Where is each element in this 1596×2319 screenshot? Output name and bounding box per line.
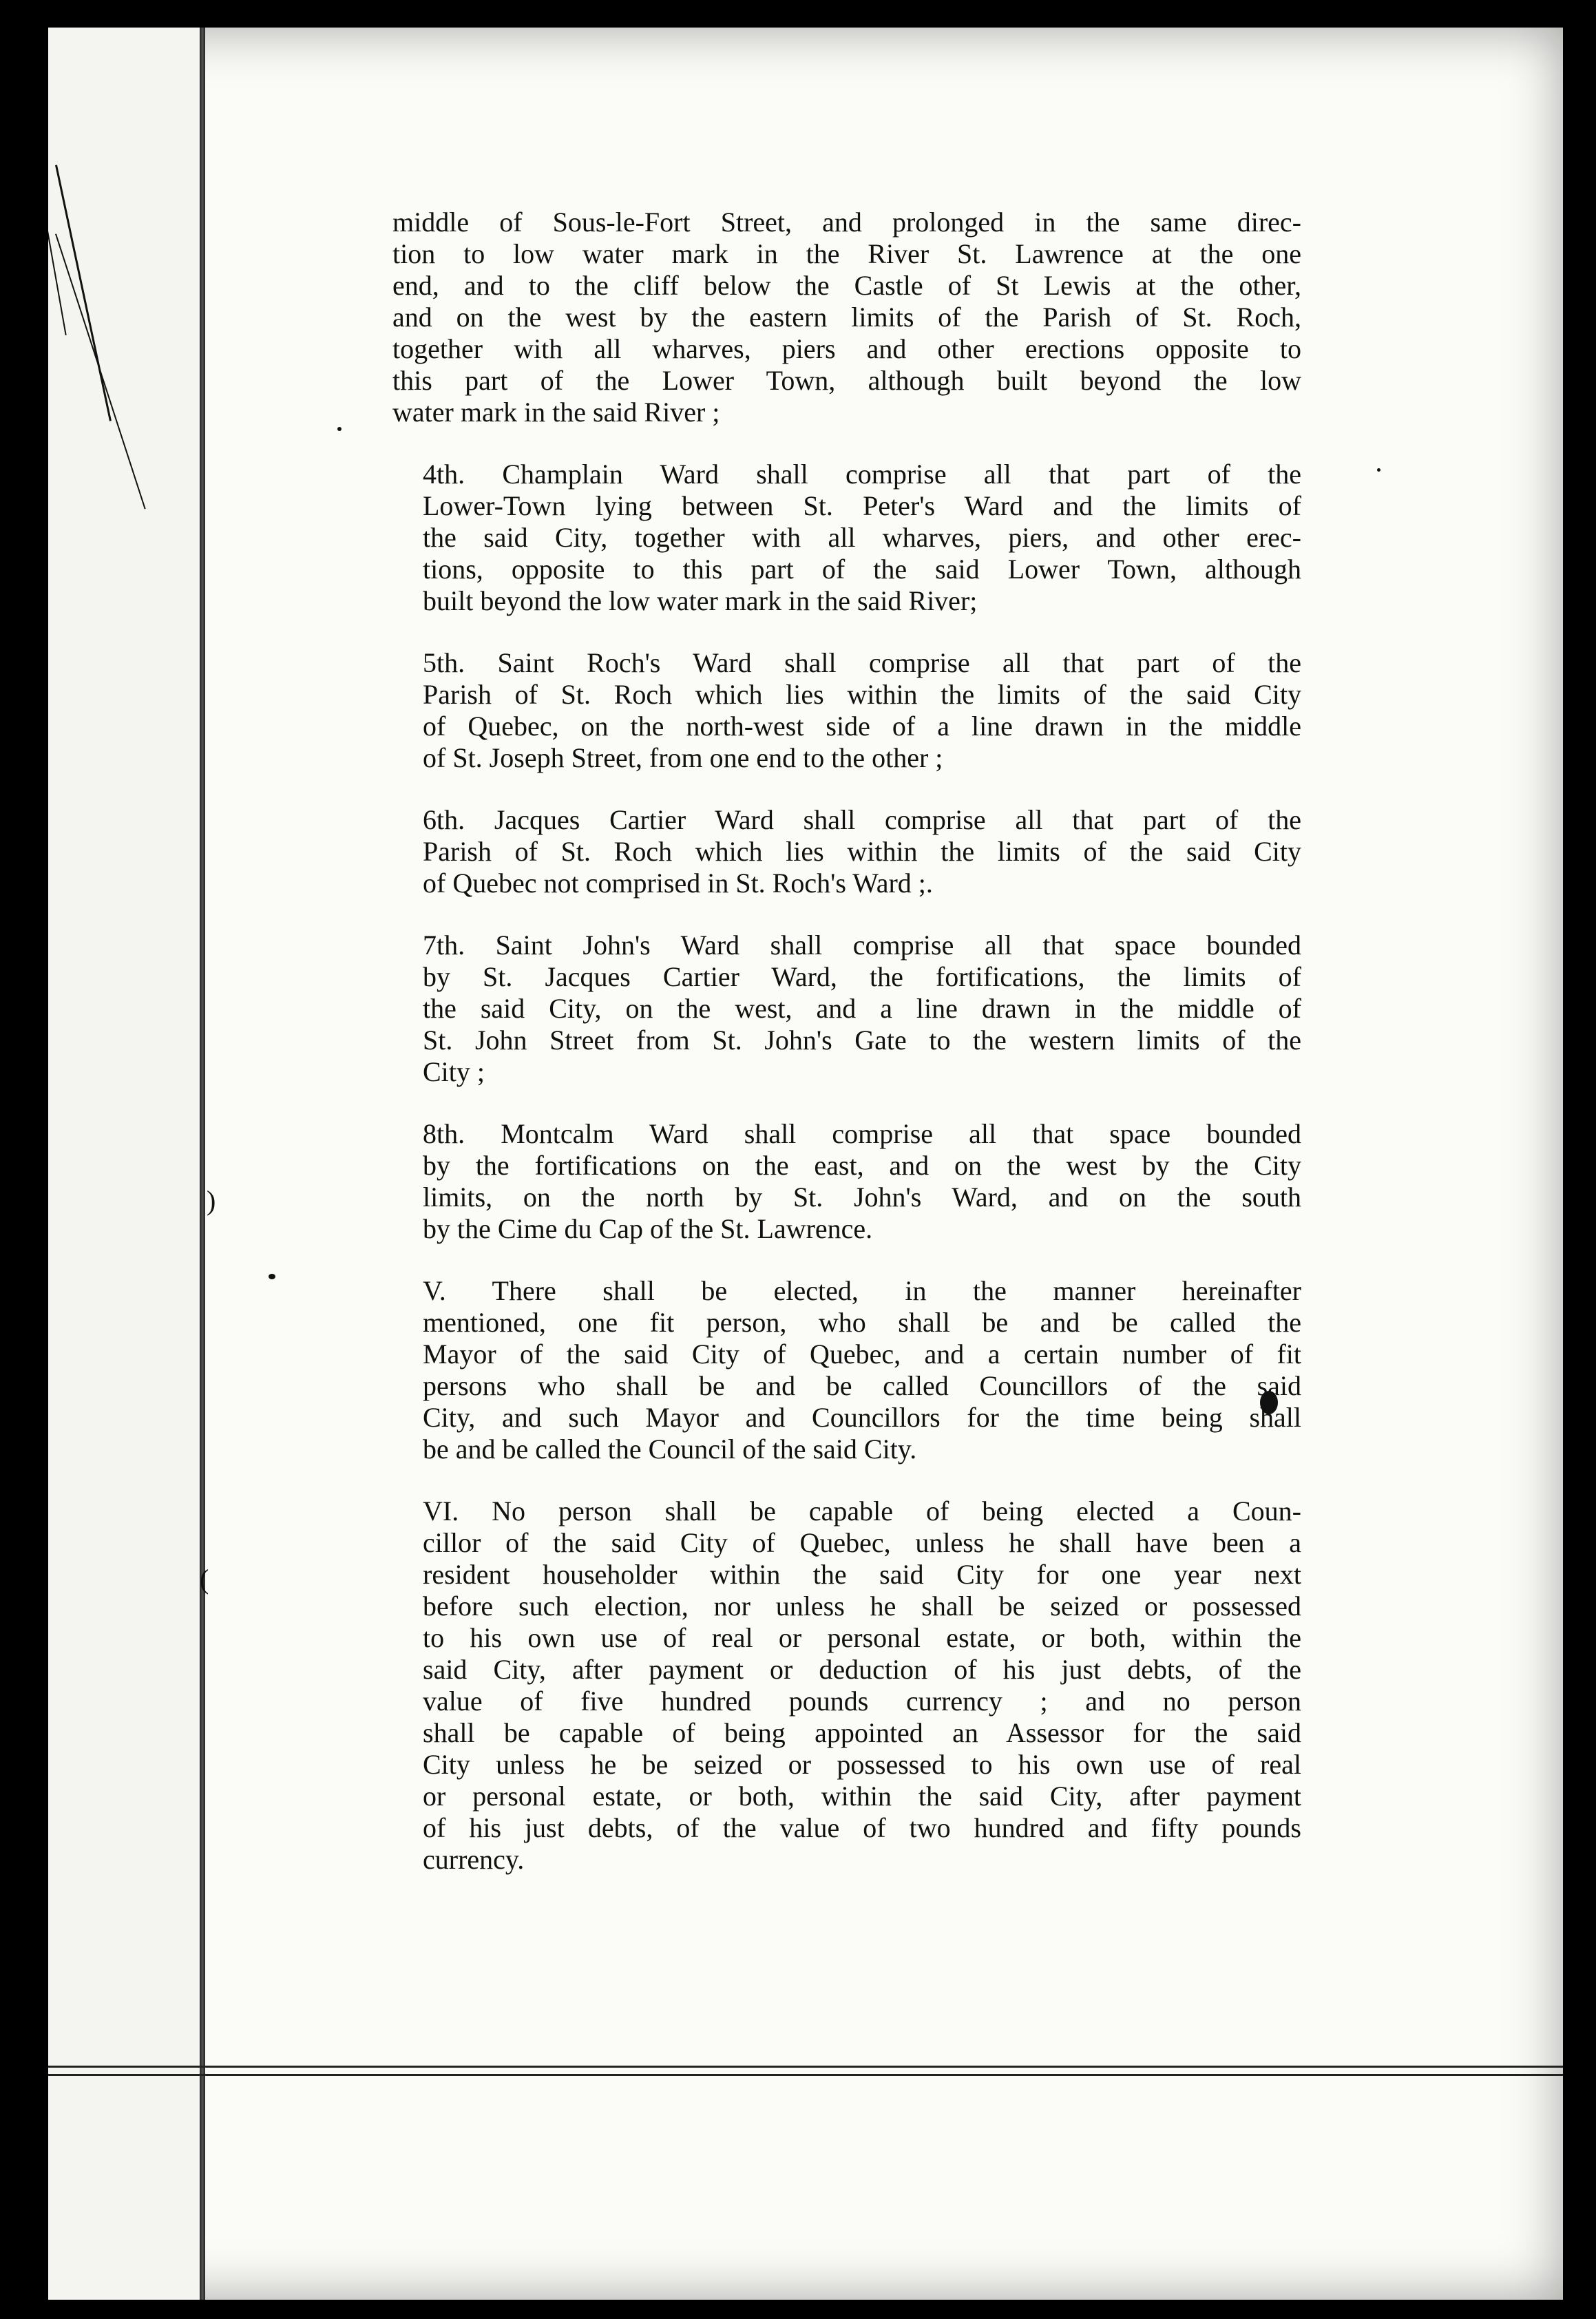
paragraph-4th-champlain-ward	[392, 459, 1301, 617]
text-line: City unless he be seized or possessed to his own use of real	[423, 1749, 1301, 1780]
paragraph-8th-montcalm-ward	[392, 1118, 1301, 1245]
text-line: of his just debts, of the value of two hundred and fifty pounds	[423, 1812, 1301, 1843]
text-line: before such election, nor unless he shall be seized or possessed	[423, 1591, 1301, 1622]
paragraph-5th-saint-rochs-ward	[392, 647, 1301, 774]
text-line: mentioned, one fit person, who shall be and be called the	[423, 1307, 1301, 1338]
margin-stroke	[55, 233, 146, 509]
text-line: this part of the Lower Town, although built beyond the low	[392, 365, 1301, 396]
text-line: currency.	[423, 1844, 525, 1875]
paragraph-section-v	[392, 1275, 1301, 1465]
text-line: and on the west by the eastern limits of the Parish of St. Roch,	[392, 302, 1301, 333]
text-line: by the fortifications on the east, and on the west by the City	[423, 1150, 1301, 1181]
margin-stroke	[48, 200, 67, 335]
text-line: by St. Jacques Cartier Ward, the fortifications, the limits of	[423, 961, 1301, 992]
text-line: be and be called the Council of the said City.	[423, 1434, 917, 1465]
previous-page-edge	[48, 28, 200, 2300]
text-line: or personal estate, or both, within the said City, after payment	[423, 1781, 1301, 1812]
text-line: of St. Joseph Street, from one end to the other ;	[423, 742, 943, 773]
text-line: persons who shall be and be called Councillors of the said	[423, 1370, 1301, 1401]
text-line: said City, after payment or deduction of his just debts, of the	[423, 1654, 1301, 1685]
text-line: built beyond the low water mark in the said River;	[423, 585, 978, 616]
text-line: of Quebec not comprised in St. Roch's Ward ;.	[423, 868, 933, 899]
paragraph-7th-saint-johns-ward	[392, 930, 1301, 1088]
text-line: V. There shall be elected, in the manner hereinafter	[423, 1275, 1301, 1306]
text-line: resident householder within the said City for one year next	[423, 1559, 1301, 1590]
margin-mark: )	[207, 1185, 216, 1216]
ink-speck	[337, 427, 342, 431]
ink-speck	[269, 1274, 275, 1279]
text-line: together with all wharves, piers and other erections opposite to	[392, 333, 1301, 364]
text-line: City, and such Mayor and Councillors for the time being shall	[423, 1402, 1301, 1433]
text-line: middle of Sous-le-Fort Street, and prolonged in the same direc-	[392, 207, 1301, 238]
bottom-rule	[48, 2074, 1563, 2076]
text-line: end, and to the cliff below the Castle of St Lewis at the other,	[392, 270, 1301, 301]
text-line: tions, opposite to this part of the said Lower Town, although	[423, 554, 1301, 585]
text-line: VI. No person shall be capable of being elected a Coun-	[423, 1496, 1301, 1526]
text-line: Lower-Town lying between St. Peter's Ward and the limits of	[423, 490, 1301, 521]
text-line: St. John Street from St. John's Gate to the western limits of the	[423, 1025, 1301, 1056]
text-line: cillor of the said City of Quebec, unless he shall have been a	[423, 1527, 1301, 1558]
document-body	[392, 207, 1301, 1906]
text-line: to his own use of real or personal estate, or both, within the	[423, 1622, 1301, 1653]
text-line: Parish of St. Roch which lies within the limits of the said City	[423, 679, 1301, 710]
text-line: 8th. Montcalm Ward shall comprise all that space bounded	[423, 1118, 1301, 1149]
text-line: 5th. Saint Roch's Ward shall comprise all that part of the	[423, 647, 1301, 678]
text-line: the said City, on the west, and a line drawn in the middle of	[423, 993, 1301, 1024]
text-line: shall be capable of being appointed an Assessor for the said	[423, 1717, 1301, 1748]
text-line: Parish of St. Roch which lies within the limits of the said City	[423, 836, 1301, 867]
text-line: the said City, together with all wharves, piers, and other erec-	[423, 522, 1301, 553]
page-fold	[200, 28, 205, 2300]
paragraph-6th-jacques-cartier-ward	[392, 804, 1301, 899]
paragraph-section-vi	[392, 1496, 1301, 1876]
margin-mark: (	[200, 1564, 209, 1595]
text-line: by the Cime du Cap of the St. Lawrence.	[423, 1213, 873, 1244]
text-line: 6th. Jacques Cartier Ward shall comprise all that part of the	[423, 804, 1301, 835]
text-line: of Quebec, on the north-west side of a line drawn in the middle	[423, 711, 1301, 742]
text-line: tion to low water mark in the River St. Lawrence at the one	[392, 238, 1301, 269]
text-line: City ;	[423, 1056, 485, 1087]
bottom-rule	[48, 2066, 1563, 2068]
text-line: 7th. Saint John's Ward shall comprise all that space bounded	[423, 930, 1301, 961]
text-line: value of five hundred pounds currency ; and no person	[423, 1686, 1301, 1717]
paragraph-continuation	[392, 207, 1301, 428]
ink-speck	[1377, 468, 1380, 472]
text-line: Mayor of the said City of Quebec, and a certain number of fit	[423, 1339, 1301, 1370]
text-line: water mark in the said River ;	[392, 397, 720, 428]
text-line: 4th. Champlain Ward shall comprise all that part of the	[423, 459, 1301, 490]
text-line: limits, on the north by St. John's Ward, and on the south	[423, 1182, 1301, 1213]
